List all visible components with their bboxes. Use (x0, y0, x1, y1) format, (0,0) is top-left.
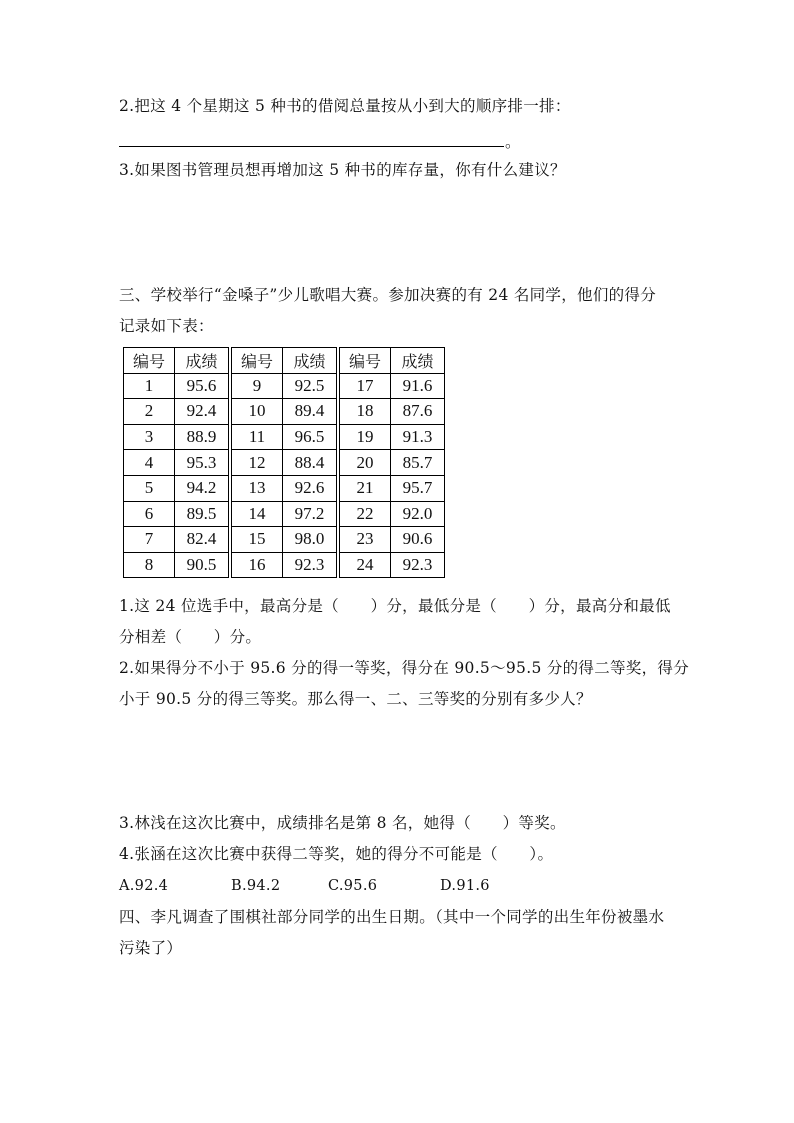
cell-score: 90.5 (175, 552, 231, 578)
header-id: 编号 (338, 348, 391, 374)
cell-score: 95.7 (391, 475, 445, 501)
cell-score: 92.6 (283, 475, 339, 501)
choice-c[interactable]: C.95.6 (328, 878, 378, 894)
cell-score: 89.4 (283, 399, 339, 425)
cell-score: 91.6 (391, 373, 445, 399)
table-row (124, 552, 445, 578)
cell-score: 92.5 (283, 373, 339, 399)
cell-score: 90.6 (391, 527, 445, 553)
table-row (124, 501, 445, 527)
answer-period: 。 (505, 133, 521, 151)
cell-id: 24 (338, 552, 391, 578)
question2-line1: 2.如果得分不小于 95.6 分的得一等奖，得分在 90.5～95.5 分的得二等奖，得分 (119, 659, 690, 677)
cell-score: 97.2 (283, 501, 339, 527)
cell-score: 92.4 (175, 399, 231, 425)
cell-score: 85.7 (391, 450, 445, 476)
cell-id: 6 (124, 501, 175, 527)
choice-b[interactable]: B.94.2 (231, 878, 281, 894)
cell-score: 91.3 (391, 424, 445, 450)
cell-score: 98.0 (283, 527, 339, 553)
answer-blank-line[interactable] (119, 146, 504, 147)
cell-id: 18 (338, 399, 391, 425)
question-suggestion: 3.如果图书管理员想再增加这 5 种书的库存量，你有什么建议？ (119, 161, 566, 179)
cell-score: 92.3 (283, 552, 339, 578)
cell-id: 7 (124, 527, 175, 553)
cell-id: 23 (338, 527, 391, 553)
table-header-row (124, 348, 445, 374)
question4: 4.张涵在这次比赛中获得二等奖，她的得分不可能是（ ）。 (119, 845, 554, 863)
cell-id: 9 (230, 373, 283, 399)
cell-id: 15 (230, 527, 283, 553)
cell-id: 21 (338, 475, 391, 501)
cell-id: 1 (124, 373, 175, 399)
table-row (124, 373, 445, 399)
cell-id: 10 (230, 399, 283, 425)
cell-id: 13 (230, 475, 283, 501)
cell-id: 8 (124, 552, 175, 578)
header-score: 成绩 (283, 348, 339, 374)
cell-id: 22 (338, 501, 391, 527)
question-sort-books: 2.把这 4 个星期这 5 种书的借阅总量按从小到大的顺序排一排： (119, 97, 571, 115)
cell-score: 94.2 (175, 475, 231, 501)
table-row (124, 424, 445, 450)
cell-id: 12 (230, 450, 283, 476)
cell-score: 95.3 (175, 450, 231, 476)
cell-id: 2 (124, 399, 175, 425)
cell-id: 3 (124, 424, 175, 450)
cell-score: 88.9 (175, 424, 231, 450)
section3-intro-line2: 记录如下表： (119, 317, 214, 335)
cell-id: 20 (338, 450, 391, 476)
choice-a[interactable]: A.92.4 (119, 878, 169, 894)
choice-list (119, 876, 490, 896)
question1-line1: 1.这 24 位选手中，最高分是（ ）分，最低分是（ ）分，最高分和最低 (119, 597, 671, 615)
cell-score: 87.6 (391, 399, 445, 425)
cell-id: 19 (338, 424, 391, 450)
cell-id: 4 (124, 450, 175, 476)
cell-score: 82.4 (175, 527, 231, 553)
cell-score: 92.3 (391, 552, 445, 578)
table-row (124, 450, 445, 476)
choice-d[interactable]: D.91.6 (440, 878, 490, 894)
cell-score: 88.4 (283, 450, 339, 476)
section4-line2: 污染了） (119, 939, 183, 957)
section3-intro-line1: 三、学校举行“金嗓子”少儿歌唱大赛。参加决赛的有 24 名同学，他们的得分 (119, 286, 657, 304)
question3: 3.林浅在这次比赛中，成绩排名是第 8 名，她得（ ）等奖。 (119, 814, 566, 832)
section4-line1: 四、李凡调查了围棋社部分同学的出生日期。（其中一个同学的出生年份被墨水 (119, 908, 665, 926)
score-table (123, 347, 445, 578)
cell-id: 17 (338, 373, 391, 399)
cell-score: 92.0 (391, 501, 445, 527)
table-row (124, 475, 445, 501)
header-score: 成绩 (175, 348, 231, 374)
question2-line2: 小于 90.5 分的得三等奖。那么得一、二、三等奖的分别有多少人？ (119, 690, 592, 708)
question1-line2: 分相差（ ）分。 (119, 628, 262, 646)
cell-score: 95.6 (175, 373, 231, 399)
cell-id: 16 (230, 552, 283, 578)
table-row (124, 527, 445, 553)
cell-score: 96.5 (283, 424, 339, 450)
table-row (124, 399, 445, 425)
cell-id: 14 (230, 501, 283, 527)
header-score: 成绩 (391, 348, 445, 374)
header-id: 编号 (230, 348, 283, 374)
cell-id: 5 (124, 475, 175, 501)
cell-score: 89.5 (175, 501, 231, 527)
header-id: 编号 (124, 348, 175, 374)
cell-id: 11 (230, 424, 283, 450)
